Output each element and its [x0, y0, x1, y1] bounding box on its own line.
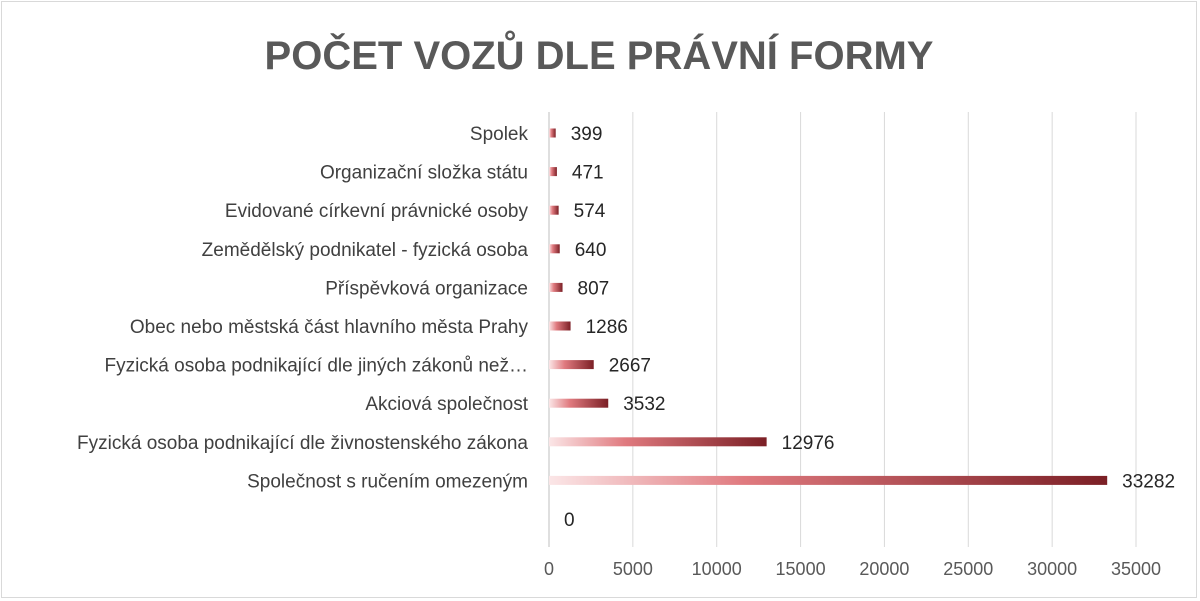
bar: [549, 360, 594, 369]
data-label: 574: [573, 201, 606, 223]
category-label: Akciová společnost: [365, 394, 528, 416]
data-label: 471: [571, 162, 604, 184]
bar-chart: [2, 2, 1198, 599]
category-label: Společnost s ručením omezeným: [247, 471, 528, 493]
data-labels: [564, 124, 1175, 531]
data-label: 640: [574, 239, 607, 261]
x-tick-label: 30000: [1027, 559, 1078, 579]
category-label: Zemědělský podnikatel - fyzická osoba: [201, 239, 528, 261]
x-tick-label: 25000: [943, 559, 994, 579]
category-label: Organizační složka státu: [319, 162, 528, 184]
x-tick-label: 10000: [691, 559, 742, 579]
x-tick-label: 20000: [859, 559, 910, 579]
category-label: Evidované církevní právnické osoby: [224, 201, 528, 223]
category-label: Obec nebo městská část hlavního města Prahy: [129, 317, 528, 338]
chart-title: POČET VOZŮ DLE PRÁVNÍ FORMY: [264, 34, 934, 78]
data-label: 399: [570, 124, 603, 145]
x-tick-label: 0: [543, 559, 555, 579]
bar: [549, 437, 767, 446]
bar: [549, 283, 563, 292]
chart-frame: [1, 1, 1197, 598]
category-label: Fyzická osoba podnikající dle jiných zákonů než…: [104, 355, 528, 377]
x-tick-label: 15000: [775, 559, 826, 579]
category-label: Příspěvková organizace: [325, 278, 528, 300]
x-tick-label: 35000: [1110, 559, 1162, 579]
bar: [549, 129, 556, 138]
bar: [549, 244, 560, 253]
bar: [549, 399, 608, 408]
data-label: 3532: [623, 394, 666, 416]
category-label: Fyzická osoba podnikající dle živnostenského zákona: [77, 432, 528, 454]
bar: [549, 476, 1107, 485]
bar: [549, 167, 557, 176]
data-label: 2667: [608, 355, 652, 377]
data-label: 1286: [585, 317, 628, 338]
data-label: 807: [577, 278, 610, 300]
category-label: Spolek: [469, 124, 528, 145]
x-axis-ticks: [544, 559, 1161, 579]
data-label: 0: [564, 510, 575, 531]
category-labels: [77, 124, 529, 492]
data-label: 33282: [1122, 471, 1176, 493]
bar: [549, 322, 571, 331]
bar: [549, 206, 559, 215]
x-tick-label: 5000: [612, 559, 653, 579]
data-label: 12976: [781, 432, 835, 454]
